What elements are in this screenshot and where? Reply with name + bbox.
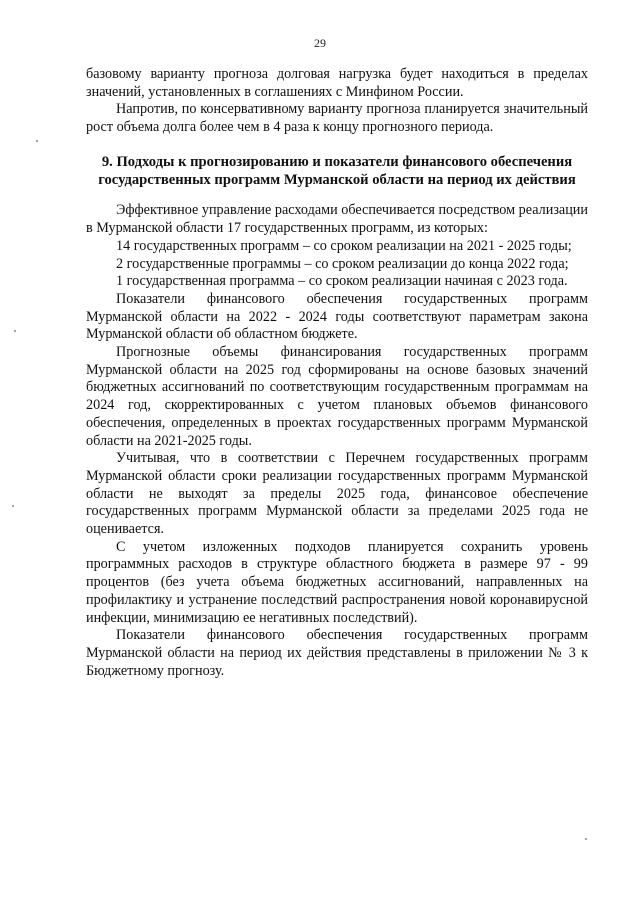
section-heading: 9. Подходы к прогнозированию и показатели финансового обеспечения государственных программ Мурманской области на период их действия (98, 153, 576, 188)
scan-speck (12, 505, 14, 507)
list-item-2-programs: 2 государственные программы – со сроком реализации до конца 2022 года; (116, 255, 569, 272)
page-number: 29 (314, 36, 326, 50)
paragraph-beyond-2025: Учитывая, что в соответствии с Перечнем государственных программ Мурманской области сроки реализации государственных программ Мурманской области не выходят за пределы 2025 года, финансовое обеспечение государственных программ Мурманской области за пределами 2025 года не оценивается. (86, 450, 588, 538)
paragraph-program-share: С учетом изложенных подходов планируется сохранить уровень программных расходов в структуре областного бюджета в размере 97 - 99 процентов (без учета объема бюджетных ассигнований, направленных на профилактику и устранение последствий распространения новой коронавирусной инфекции, минимизацию ее негативных последствий). (86, 538, 588, 626)
document-body (86, 66, 588, 680)
paragraph-debt-load-base: базовому варианту прогноза долговая нагрузка будет находиться в пределах значений, установленных в соглашениях с Минфином России. (86, 66, 588, 100)
paragraph-forecast-2025: Прогнозные объемы финансирования государственных программ Мурманской области на 2025 год сформированы на основе базовых значений бюджетных ассигнований по соответствующим государственным программам на 2024 год, скорректированных с учетом плановых объемов финансового обеспечения, определенных в проектах государственных программ Мурманской области на 2021-2025 годы. (86, 344, 588, 449)
scan-speck (36, 140, 38, 142)
list-item-1-program: 1 государственная программа – со сроком реализации начиная с 2023 года. (116, 273, 568, 290)
paragraph-appendix-reference: Показатели финансового обеспечения государственных программ Мурманской области на период их действия представлены в приложении № 3 к Бюджетному прогнозу. (86, 627, 588, 679)
scan-speck (14, 330, 16, 332)
paragraph-debt-conservative: Напротив, по консервативному варианту прогноза планируется значительный рост объема долга более чем в 4 раза к концу прогнозного периода. (86, 101, 588, 136)
list-item-14-programs: 14 государственных программ – со сроком реализации на 2021 - 2025 годы; (116, 237, 572, 254)
paragraph-programs-intro: Эффективное управление расходами обеспечивается посредством реализации в Мурманской области 17 государственных программ, из которых: (86, 202, 588, 237)
paragraph-indicators-2022-2024: Показатели финансового обеспечения государственных программ Мурманской области на 2022 - 2024 годы соответствуют параметрам закона Мурманской области об областном бюджете. (86, 290, 588, 343)
scan-speck (585, 838, 587, 840)
